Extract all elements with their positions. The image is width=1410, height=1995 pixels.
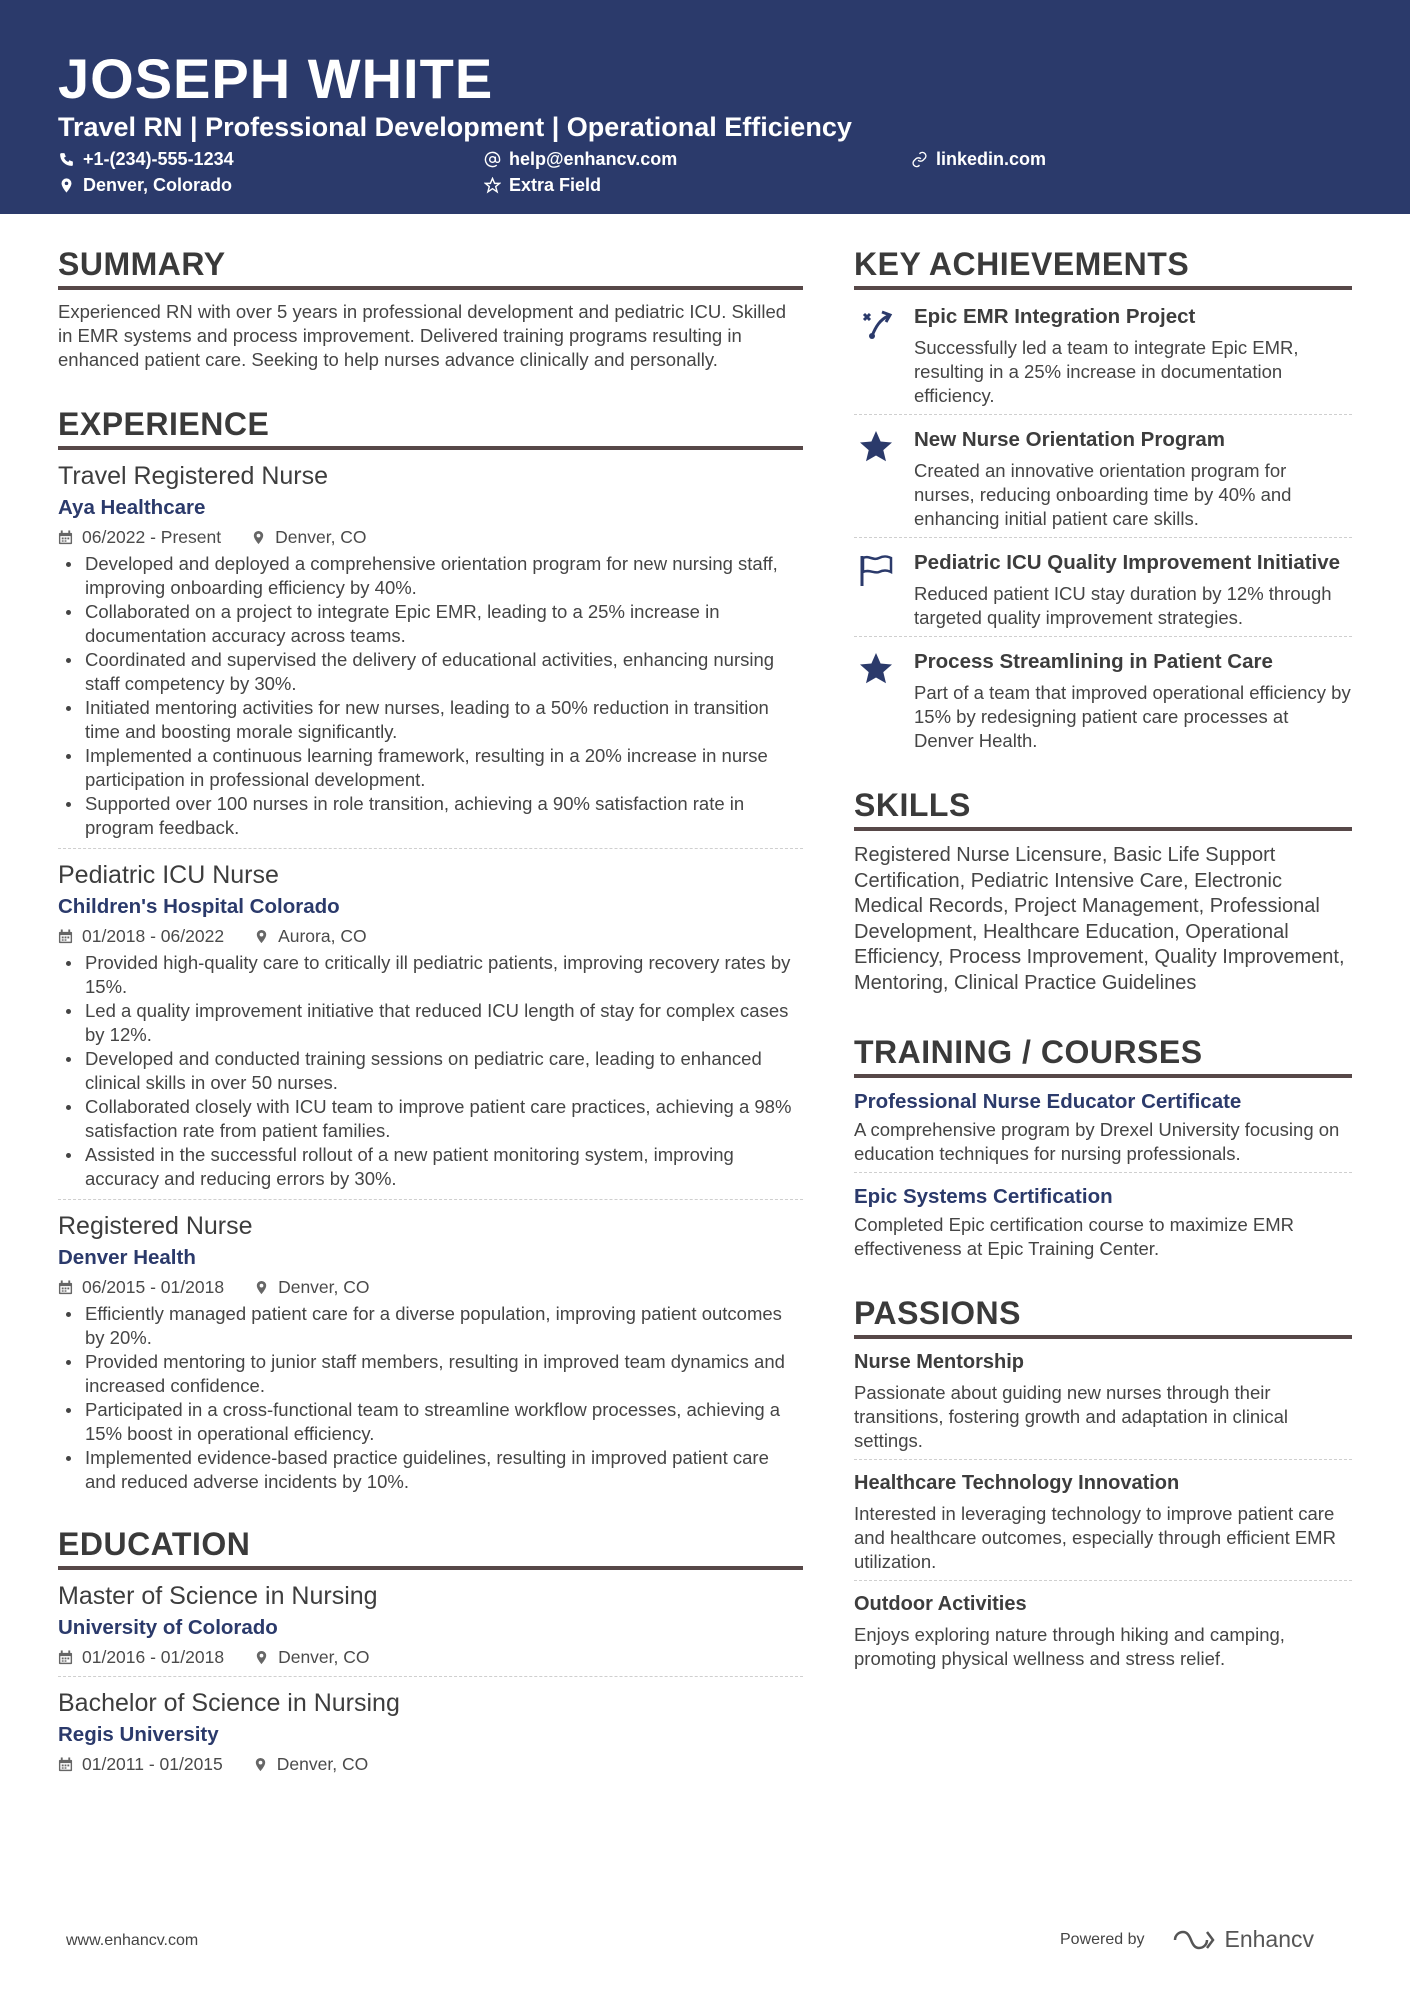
passion-title: Nurse Mentorship [854, 1351, 1025, 1373]
course-entry [854, 1088, 1352, 1173]
at-icon [484, 151, 501, 168]
course-title: Epic Systems Certification [854, 1185, 1113, 1208]
job-company: Denver Health [58, 1246, 196, 1269]
passion-entry [854, 1470, 1352, 1581]
training-list [854, 1088, 1352, 1267]
achievement-icon-wrap [854, 304, 914, 408]
skills-heading: SKILLS [854, 785, 1352, 831]
training-heading: TRAINING / COURSES [854, 1032, 1352, 1078]
job-bullet: Provided mentoring to junior staff members, resulting in improved team dynamics and increased confidence. [58, 1350, 803, 1398]
summary-heading: SUMMARY [58, 244, 803, 290]
achievement-entry [854, 546, 1352, 637]
education-list [58, 1580, 803, 1783]
job-meta [58, 1274, 803, 1300]
education-meta [58, 1644, 803, 1670]
job-location [251, 524, 366, 550]
passion-title: Healthcare Technology Innovation [854, 1472, 1180, 1494]
extra-text: Extra Field [509, 175, 602, 195]
job-location-text: Aurora, CO [278, 926, 367, 946]
achievement-desc: Part of a team that improved operational efficiency by 15% by redesigning patient care processes at Denver Health. [914, 682, 1351, 751]
candidate-title: Travel RN | Professional Development | Operational Efficiency [58, 112, 852, 142]
job-bullet: Led a quality improvement initiative that reduced ICU length of stay for complex cases by 12%. [58, 999, 803, 1047]
job-bullet: Implemented evidence-based practice guidelines, resulting in improved patient care and reduced adverse incidents by 10%. [58, 1446, 803, 1494]
contact-linkedin[interactable] [911, 147, 1046, 171]
enhancv-logo-text: Enhancv [1224, 1926, 1315, 1952]
job-bullets [58, 552, 803, 840]
job-location [254, 923, 367, 949]
job-entry [58, 859, 803, 1200]
job-location-text: Denver, CO [275, 527, 367, 547]
job-meta [58, 923, 803, 949]
passion-entry [854, 1349, 1352, 1460]
powered-by-label: Powered by [1060, 1930, 1145, 1948]
achievement-entry [854, 300, 1352, 415]
flag-icon [858, 552, 894, 588]
job-location [254, 1274, 369, 1300]
contact-phone[interactable] [58, 147, 234, 171]
location-text: Denver, Colorado [83, 175, 233, 195]
job-company: Children's Hospital Colorado [58, 895, 340, 918]
enhancv-logo-icon [1171, 1928, 1217, 1952]
contact-location [58, 173, 232, 197]
passions-list [854, 1349, 1352, 1677]
degree-title: Master of Science in Nursing [58, 1582, 378, 1610]
job-title: Registered Nurse [58, 1212, 253, 1240]
email-text: help@enhancv.com [509, 149, 678, 169]
location-pin-icon [254, 929, 269, 944]
passion-entry [854, 1591, 1352, 1677]
passions-heading: PASSIONS [854, 1293, 1352, 1339]
link-icon [911, 151, 928, 168]
calendar-icon [58, 530, 73, 545]
course-desc: A comprehensive program by Drexel University focusing on education techniques for nursing professionals. [854, 1119, 1340, 1164]
achievements-heading: KEY ACHIEVEMENTS [854, 244, 1352, 290]
achievement-title: Process Streamlining in Patient Care [914, 650, 1273, 673]
achievement-icon-wrap [854, 427, 914, 531]
location-pin-icon [253, 1757, 268, 1772]
job-bullets [58, 951, 803, 1191]
footer-branding [1060, 1926, 1314, 1953]
course-desc: Completed Epic certification course to maximize EMR effectiveness at Epic Training Center. [854, 1214, 1295, 1259]
job-dates: 01/2018 - 06/2022 [82, 926, 225, 946]
achievement-desc: Reduced patient ICU stay duration by 12% through targeted quality improvement strategies. [914, 583, 1332, 628]
skills-text: Registered Nurse Licensure, Basic Life Support Certification, Pediatric Intensive Care, Electronic Medical Records, Project Management, Professional Development, Healthcare Education, Operational Efficiency, Process Improvement, Quality Improvement, Mentoring, Clinical Practice Guidelines [854, 844, 1345, 994]
school-name: University of Colorado [58, 1616, 278, 1639]
education-dates: 01/2011 - 01/2015 [82, 1754, 223, 1774]
education-heading: EDUCATION [58, 1524, 803, 1570]
location-pin-icon [58, 177, 75, 194]
job-bullet: Collaborated closely with ICU team to improve patient care practices, achieving a 98% satisfaction rate from patient families. [58, 1095, 803, 1143]
location-pin-icon [254, 1280, 269, 1295]
calendar-icon [58, 1280, 73, 1295]
job-entry [58, 460, 803, 849]
calendar-icon [58, 1757, 73, 1772]
achievement-title: New Nurse Orientation Program [914, 428, 1225, 451]
degree-title: Bachelor of Science in Nursing [58, 1689, 400, 1717]
job-title: Travel Registered Nurse [58, 462, 329, 490]
resume-header [0, 0, 1410, 214]
job-bullet: Implemented a continuous learning framework, resulting in a 20% increase in nurse participation in professional development. [58, 744, 803, 792]
star-icon [858, 651, 894, 687]
achievement-desc: Created an innovative orientation program for nurses, reducing onboarding time by 40% and enhancing initial patient care skills. [914, 460, 1292, 529]
passion-desc: Enjoys exploring nature through hiking and camping, promoting physical wellness and stress relief. [854, 1624, 1285, 1669]
achievement-icon-wrap [854, 550, 914, 630]
achievement-desc: Successfully led a team to integrate Epic EMR, resulting in a 25% increase in documentation efficiency. [914, 337, 1299, 406]
education-dates: 01/2016 - 01/2018 [82, 1647, 225, 1667]
course-entry [854, 1183, 1352, 1267]
calendar-icon [58, 1650, 73, 1665]
left-column [58, 244, 803, 1793]
job-bullet: Participated in a cross-functional team to streamline workflow processes, achieving a 15% boost in operational efficiency. [58, 1398, 803, 1446]
contact-extra [484, 173, 601, 197]
calendar-icon [58, 929, 73, 944]
achievement-title: Pediatric ICU Quality Improvement Initiative [914, 551, 1341, 574]
route-icon [858, 306, 894, 342]
job-title: Pediatric ICU Nurse [58, 861, 279, 889]
achievement-entry [854, 645, 1352, 759]
education-location-text: Denver, CO [278, 1647, 370, 1667]
education-entry [58, 1580, 803, 1677]
experience-heading: EXPERIENCE [58, 404, 803, 450]
star-outline-icon [484, 177, 501, 194]
summary-text: Experienced RN with over 5 years in professional development and pediatric ICU. Skilled in EMR systems and process improvement. Delivered training programs resulting in enhanced patient care. Seeking to help nurses advance clinically and personally. [58, 301, 787, 370]
job-bullet: Assisted in the successful rollout of a new patient monitoring system, improving accuracy and reducing errors by 30%. [58, 1143, 803, 1191]
job-bullet: Supported over 100 nurses in role transition, achieving a 90% satisfaction rate in program feedback. [58, 792, 803, 840]
job-dates: 06/2015 - 01/2018 [82, 1277, 225, 1297]
passion-title: Outdoor Activities [854, 1593, 1027, 1615]
passion-desc: Passionate about guiding new nurses through their transitions, fostering growth and adaptation in clinical settings. [854, 1382, 1288, 1451]
job-bullet: Developed and deployed a comprehensive orientation program for new nursing staff, improving onboarding efficiency by 40%. [58, 552, 803, 600]
job-dates: 06/2022 - Present [82, 527, 222, 547]
education-location [254, 1644, 369, 1670]
school-name: Regis University [58, 1723, 219, 1746]
footer-website[interactable]: www.enhancv.com [66, 1932, 199, 1949]
enhancv-logo[interactable] [1171, 1926, 1315, 1953]
education-location [253, 1751, 368, 1777]
achievement-title: Epic EMR Integration Project [914, 305, 1196, 328]
star-icon [858, 429, 894, 465]
education-entry [58, 1687, 803, 1783]
job-company: Aya Healthcare [58, 496, 206, 519]
education-location-text: Denver, CO [276, 1754, 369, 1774]
contact-email[interactable] [484, 147, 677, 171]
location-pin-icon [254, 1650, 269, 1665]
candidate-name: JOSEPH WHITE [58, 47, 494, 110]
achievements-list [854, 300, 1352, 759]
achievement-icon-wrap [854, 649, 914, 753]
job-meta [58, 524, 803, 550]
job-bullet: Efficiently managed patient care for a diverse population, improving patient outcomes by 20%. [58, 1302, 803, 1350]
passion-desc: Interested in leveraging technology to improve patient care and healthcare outcomes, especially through efficient EMR utilization. [854, 1503, 1336, 1572]
experience-list [58, 460, 803, 1502]
course-title: Professional Nurse Educator Certificate [854, 1090, 1242, 1113]
achievement-entry [854, 423, 1352, 538]
job-bullet: Coordinated and supervised the delivery of educational activities, enhancing nursing staff competency by 30%. [58, 648, 803, 696]
phone-text: +1-(234)-555-1234 [83, 149, 234, 169]
job-entry [58, 1210, 803, 1502]
phone-icon [58, 151, 75, 168]
job-location-text: Denver, CO [278, 1277, 370, 1297]
right-column [854, 244, 1352, 1687]
job-bullets [58, 1302, 803, 1494]
linkedin-text: linkedin.com [936, 149, 1047, 169]
job-bullet: Initiated mentoring activities for new nurses, leading to a 50% reduction in transition time and boosting morale significantly. [58, 696, 803, 744]
job-bullet: Collaborated on a project to integrate Epic EMR, leading to a 25% increase in documentation accuracy across teams. [58, 600, 803, 648]
education-meta [58, 1751, 803, 1777]
job-bullet: Provided high-quality care to critically ill pediatric patients, improving recovery rates by 15%. [58, 951, 803, 999]
location-pin-icon [251, 530, 266, 545]
job-bullet: Developed and conducted training sessions on pediatric care, leading to enhanced clinical skills in over 50 nurses. [58, 1047, 803, 1095]
